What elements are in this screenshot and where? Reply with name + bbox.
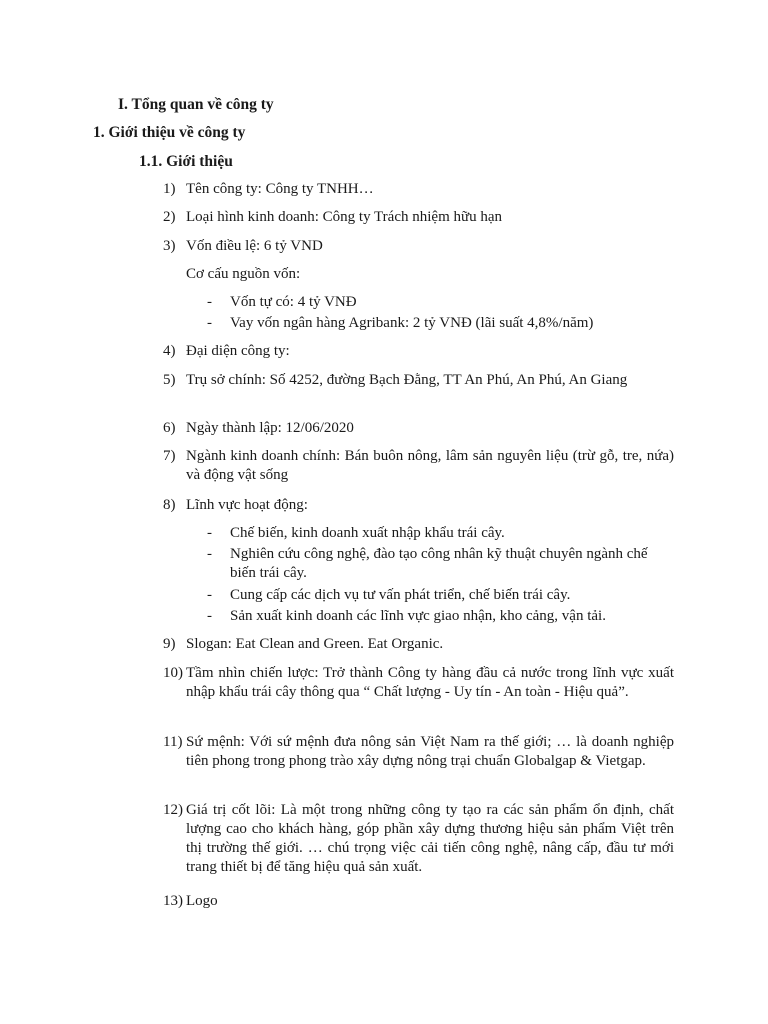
item-text: Tên công ty: Công ty TNHH… <box>186 181 374 197</box>
item-text: Slogan: Eat Clean and Green. Eat Organic. <box>186 636 444 652</box>
list-item <box>163 635 674 654</box>
dash-bullet: - <box>207 546 212 562</box>
item-text: Lĩnh vực hoạt động: <box>186 497 308 513</box>
item-text: Ngày thành lập: 12/06/2020 <box>186 420 354 436</box>
item-number: 12) <box>163 802 183 818</box>
item-number: 2) <box>163 209 176 225</box>
bullet-item <box>207 586 677 605</box>
list-item <box>163 664 674 702</box>
item-text: Loại hình kinh doanh: Công ty Trách nhiệm hữu hạn <box>186 209 503 225</box>
capital-structure-label: Cơ cấu nguồn vốn: <box>186 266 301 282</box>
list-item <box>163 180 674 199</box>
list-item <box>163 892 674 911</box>
bullet-text: Vay vốn ngân hàng Agribank: 2 tỷ VNĐ (lãi suất 4,8%/năm) <box>230 315 594 331</box>
bullet-text: Nghiên cứu công nghệ, đào tạo công nhân kỹ thuật chuyên ngành chế biến trái cây. <box>230 546 648 581</box>
list-item <box>163 447 674 485</box>
bullet-text: Vốn tự có: 4 tỷ VNĐ <box>230 294 357 310</box>
item-number: 8) <box>163 497 176 513</box>
item-number: 6) <box>163 420 176 436</box>
item-number: 3) <box>163 238 176 254</box>
list-item <box>163 733 674 771</box>
bullet-item <box>207 607 677 626</box>
list-item <box>163 237 674 256</box>
item-number: 9) <box>163 636 176 652</box>
sub-subsection-heading: 1.1. Giới thiệu <box>139 153 233 170</box>
dash-bullet: - <box>207 315 212 331</box>
dash-bullet: - <box>207 587 212 603</box>
dash-bullet: - <box>207 608 212 624</box>
item-number: 5) <box>163 372 176 388</box>
subsection-heading: 1. Giới thiệu về công ty <box>93 124 246 141</box>
item-text: Ngành kinh doanh chính: Bán buôn nông, lâm sản nguyên liệu (trừ gỗ, tre, nứa) và động vật sống <box>186 448 674 483</box>
item-number: 4) <box>163 343 176 359</box>
section-heading: I. Tổng quan về công ty <box>118 96 274 113</box>
bullet-text: Chế biến, kinh doanh xuất nhập khẩu trái cây. <box>230 525 505 541</box>
list-item <box>163 801 674 877</box>
bullet-item <box>207 293 677 312</box>
list-item <box>163 419 674 438</box>
dash-bullet: - <box>207 294 212 310</box>
item-number: 13) <box>163 893 183 909</box>
bullet-item <box>207 524 677 543</box>
item-number: 10) <box>163 665 183 681</box>
item-text: Sứ mệnh: Với sứ mệnh đưa nông sản Việt Nam ra thế giới; … là doanh nghiệp tiên phong trong phong trào xây dựng nông trại chuẩn Globalgap & Vietgap. <box>186 734 674 769</box>
bullet-text: Cung cấp các dịch vụ tư vấn phát triển, chế biến trái cây. <box>230 587 571 603</box>
list-item <box>163 371 674 390</box>
list-item <box>163 342 674 361</box>
item-number: 7) <box>163 448 176 464</box>
item-text: Đại diện công ty: <box>186 343 290 359</box>
item-text: Logo <box>186 893 218 909</box>
item-text: Tầm nhìn chiến lược: Trở thành Công ty hàng đầu cả nước trong lĩnh vực xuất nhập khẩu trái cây thông qua “ Chất lượng - Uy tín - An toàn - Hiệu quả”. <box>186 665 674 700</box>
list-item <box>163 208 674 227</box>
item-text: Trụ sở chính: Số 4252, đường Bạch Đằng, TT An Phú, An Phú, An Giang <box>186 372 628 388</box>
dash-bullet: - <box>207 525 212 541</box>
item-text: Vốn điều lệ: 6 tỷ VND <box>186 238 323 254</box>
list-item <box>163 496 674 515</box>
item-number: 11) <box>163 734 183 750</box>
item-number: 1) <box>163 181 176 197</box>
bullet-item <box>207 545 677 583</box>
bullet-text: Sản xuất kinh doanh các lĩnh vực giao nhận, kho cảng, vận tải. <box>230 608 606 624</box>
bullet-item <box>207 314 677 333</box>
item-text: Giá trị cốt lõi: Là một trong những công ty tạo ra các sản phẩm ổn định, chất lượng cao cho khách hàng, góp phần xây dựng thương hiệu sản phẩm Việt trên thị trường thế giới. … chú trọng việc cải tiến công nghệ, nâng cấp, đầu tư mới trang thiết bị để tăng hiệu quả sản xuất. <box>186 802 674 875</box>
